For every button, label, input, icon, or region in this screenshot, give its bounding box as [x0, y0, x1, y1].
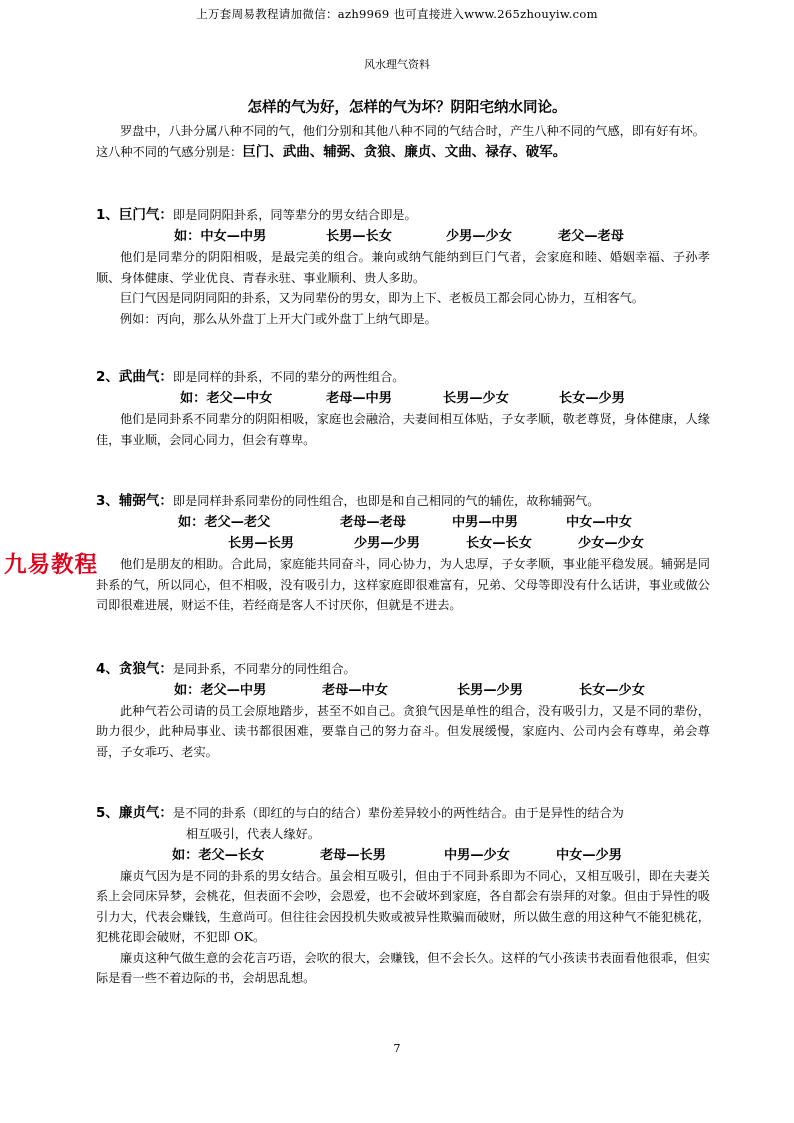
- example-pair: 如：老父—长女: [172, 847, 265, 863]
- example-row: [96, 680, 710, 701]
- example-row: [96, 226, 710, 247]
- example-row: [96, 512, 710, 533]
- example-pair: 中男—少女: [444, 847, 510, 863]
- section-heading-line: [96, 802, 710, 824]
- example-pair: 如：老父—中男: [174, 682, 267, 698]
- section-heading-line: [96, 204, 710, 226]
- section-lianzhen: [96, 802, 710, 989]
- top-banner: 上万套周易教程请加微信：azh9969 也可直接进入www.265zhouyiw.com: [196, 7, 598, 21]
- section-heading: 2、武曲气：: [96, 369, 173, 385]
- example-pair: 少男—少女: [446, 229, 512, 244]
- example-pair: 老母—长男: [320, 847, 386, 863]
- section-description: 是不同的卦系（即红的与白的结合）辈份差异较小的两性结合。由于是异性的结合为: [172, 806, 624, 820]
- example-pair: 少女—少女: [578, 536, 644, 551]
- section-description: 即是同阴阳卦系，同等辈分的男女结合即是。: [172, 208, 417, 222]
- page-title: 怎样的气为好，怎样的气为坏？阴阳宅纳水同论。: [247, 100, 567, 116]
- example-pair: 少男—少男: [354, 536, 420, 551]
- body-paragraph: 廉贞气因为是不同的卦系的男女结合。虽会相互吸引，但由于不同卦系即为不同心，又相互吸引，即在夫妻关系上会同床异梦，会桃花，但表面不会吵，会恩爱，也不会破坏到家庭，各自都会有崇拜的对象。但由于异性的吸引力大，代表会赚钱，生意尚可。但往往会因投机失败或被异性欺骗而破财，所以做生意的用这种气不能犯桃花，犯桃花即会破财，不犯即 OK。: [96, 868, 710, 944]
- running-head: 风水理气资料: [364, 58, 430, 71]
- example-pair: 老父—老母: [558, 229, 624, 244]
- section-heading-line: [96, 490, 710, 512]
- example-pair: 如：中女—中男: [174, 229, 267, 244]
- example-row: [96, 533, 710, 554]
- section-description-continued: 相互吸引，代表人缘好。: [186, 827, 321, 841]
- example-pair: 如：老父—中女: [180, 391, 273, 406]
- body-paragraph: 廉贞这种气做生意的会花言巧语，会吹的很大，会赚钱，但不会长久。这样的气小孩读书表面看他很乖，但实际是看一些不着边际的书，会胡思乱想。: [96, 950, 710, 985]
- example-row: [96, 388, 710, 409]
- example-pair: 如：老父—老父: [178, 515, 271, 530]
- example-pair: 老母—老母: [340, 515, 406, 530]
- example-pair: 长女—少女: [579, 682, 645, 698]
- intro-list-prefix: 这八种不同的气感分别是：: [96, 144, 243, 159]
- body-paragraph: 他们是同辈分的阴阳相吸，是最完美的组合。兼向或纳气能纳到巨门气者，会家庭和睦、婚姻幸福、子孙孝顺、身体健康、学业优良、青春永驻、事业顺利、贵人多助。: [96, 250, 710, 285]
- page-number: 7: [393, 1042, 401, 1055]
- body-paragraph: 巨门气因是同阴同阳的卦系，又为同辈份的男女，即为上下、老板员工都会同心协力，互相客气。: [120, 291, 645, 305]
- section-description: 即是同样卦系同辈份的同性组合，也即是和自己相同的气的辅佐，故称辅弼气。: [172, 494, 600, 508]
- section-heading: 5、廉贞气：: [96, 805, 173, 821]
- section-tanlang: [96, 658, 710, 763]
- example-row: [96, 845, 710, 866]
- section-heading: 3、辅弼气：: [96, 493, 173, 509]
- section-heading-line: [96, 366, 710, 388]
- section-fubi: [96, 490, 710, 616]
- section-jumen: [96, 204, 710, 329]
- example-pair: 长女—长女: [466, 536, 532, 551]
- watermark-logo: 九易教程: [4, 552, 99, 578]
- body-paragraph: 例如：丙向，那么从外盘丁上开大门或外盘丁上纳气即是。: [120, 311, 437, 326]
- page-content: [96, 96, 710, 989]
- example-pair: 中女—少男: [556, 847, 622, 863]
- intro-list-items: 巨门、武曲、辅弼、贪狼、廉贞、文曲、禄存、破军。: [242, 143, 567, 160]
- example-pair: 长女—少男: [559, 391, 625, 406]
- section-wuqu: [96, 366, 710, 450]
- example-pair: 长男—少男: [457, 682, 523, 698]
- example-pair: 长男—长男: [228, 536, 294, 551]
- section-description: 即是同样的卦系，不同的辈分的两性组合。: [172, 370, 405, 384]
- section-heading-line: [96, 658, 710, 680]
- section-heading: 4、贪狼气：: [96, 660, 173, 677]
- example-pair: 中女—中女: [566, 515, 632, 530]
- example-pair: 长男—长女: [326, 229, 392, 244]
- body-paragraph: 此种气若公司请的员工会原地踏步，甚至不如自己。贪狼气因是单性的组合，没有吸引力，又是不同的辈份，助力很少，此种局事业、读书都很困难，要靠自己的努力奋斗。但发展缓慢，家庭内、公司内会有尊卑，弟会尊哥，子女乖巧、老实。: [96, 703, 710, 759]
- body-paragraph: 他们是同卦系不同辈分的阴阳相吸，家庭也会融洽，夫妻间相互体贴，子女孝顺，敬老尊贤，身体健康，人缘佳，事业顺，会同心同力，但会有尊卑。: [96, 412, 710, 447]
- section-heading: 1、巨门气：: [96, 207, 173, 223]
- intro-list-line: [96, 142, 710, 163]
- section-description: 是同卦系，不同辈分的同性组合。: [172, 661, 356, 676]
- example-pair: 老母—中男: [326, 391, 392, 406]
- example-pair: 中男—中男: [452, 515, 518, 530]
- example-pair: 长男—少女: [443, 391, 509, 406]
- example-pair: 老母—中女: [322, 682, 388, 698]
- body-paragraph: 他们是朋友的相助。合此局，家庭能共同奋斗，同心协力，为人忠厚，子女孝顺，事业能平稳发展。辅弼是同卦系的气，所以同心，但不相吸，没有吸引力，这样家庭即很难富有，兄弟、父母等即没有什么话讲，事业或做公司即很难进展，财运不佳，若经商是客人不讨厌你，但就是不进去。: [96, 557, 710, 612]
- intro-paragraph: 罗盘中，八卦分属八种不同的气，他们分别和其他八种不同的气结合时，产生八种不同的气感，即有好有坏。: [120, 124, 705, 138]
